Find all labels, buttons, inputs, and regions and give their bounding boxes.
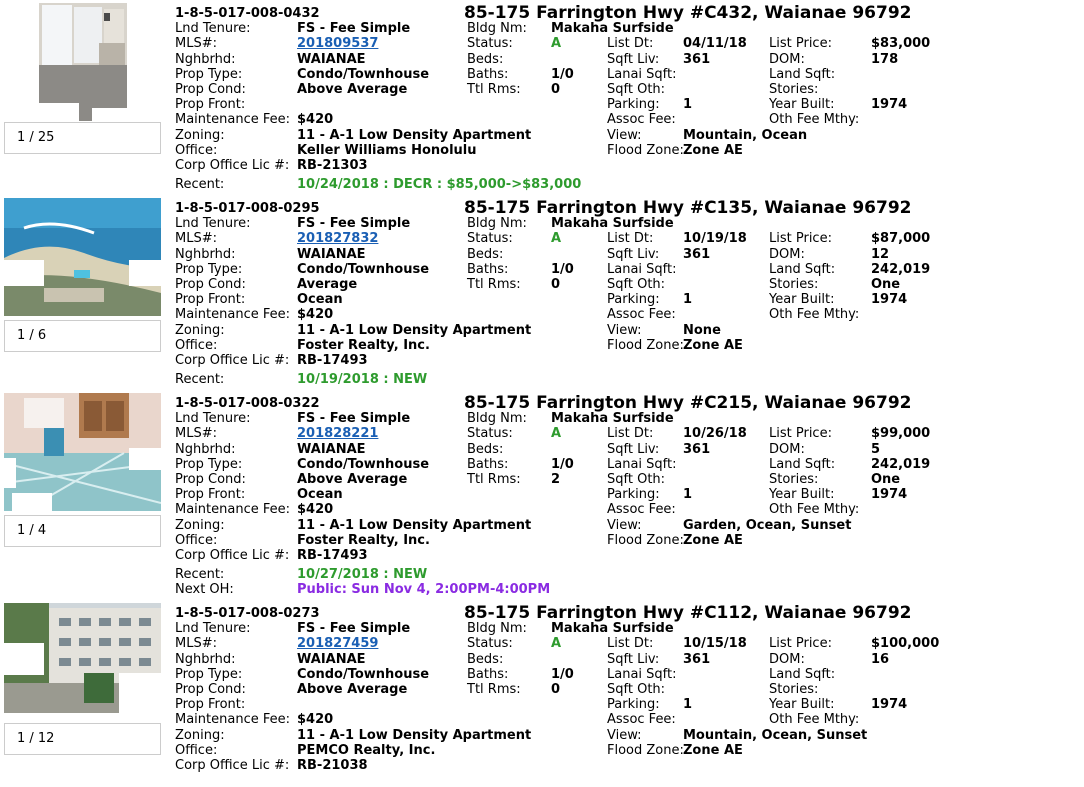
maint-fee-value: $420 xyxy=(297,502,334,518)
year-built-value: 1974 xyxy=(871,697,908,713)
flood-value: Zone AE xyxy=(683,142,743,158)
ttl-rms-value: 2 xyxy=(551,472,561,487)
sqft-liv-label: Sqft Liv: xyxy=(607,51,660,67)
list-price-label: List Price: xyxy=(769,231,832,247)
oth-fee-label: Oth Fee Mthy: xyxy=(769,712,860,728)
prop-type-label: Prop Type: xyxy=(175,456,243,472)
tenure-label: Lnd Tenure: xyxy=(175,621,251,637)
corp-lic-label: Corp Office Lic #: xyxy=(175,158,290,173)
nghbrhd-value: WAIANAE xyxy=(297,651,366,667)
dom-value: 178 xyxy=(871,51,899,67)
flood-label: Flood Zone: xyxy=(607,532,684,548)
prop-type-label: Prop Type: xyxy=(175,666,243,682)
dom-value: 16 xyxy=(871,651,890,667)
prop-front-value: Ocean xyxy=(297,487,343,503)
prop-cond-value: Above Average xyxy=(297,472,408,487)
listing-photo[interactable] xyxy=(4,393,161,511)
mls-link[interactable]: 201827459 xyxy=(297,636,379,652)
sqft-oth-label: Sqft Oth: xyxy=(607,82,666,97)
listing-photo[interactable] xyxy=(4,198,161,316)
view-label: View: xyxy=(607,517,642,533)
recent-label: Recent: xyxy=(175,567,225,583)
parking-label: Parking: xyxy=(607,697,660,713)
tenure-label: Lnd Tenure: xyxy=(175,411,251,427)
mls-link[interactable]: 201827832 xyxy=(297,231,379,247)
recent-value: 10/27/2018 : NEW xyxy=(297,567,428,583)
maint-fee-label: Maintenance Fee: xyxy=(175,712,290,728)
list-price-value: $87,000 xyxy=(871,231,931,247)
tmk-number: 1-8-5-017-008-0322 xyxy=(175,396,320,411)
beds-label: Beds: xyxy=(467,441,504,457)
photo-counter[interactable]: 1 / 4 xyxy=(4,515,161,547)
prop-cond-label: Prop Cond: xyxy=(175,82,246,97)
office-value: Foster Realty, Inc. xyxy=(297,532,430,548)
status-label: Status: xyxy=(467,231,513,247)
tmk-number: 1-8-5-017-008-0295 xyxy=(175,201,320,216)
year-built-label: Year Built: xyxy=(769,292,835,308)
zoning-label: Zoning: xyxy=(175,517,225,533)
listing-address: 85-175 Farrington Hwy #C432, Waianae 96792 xyxy=(464,3,912,23)
nghbrhd-label: Nghbrhd: xyxy=(175,246,236,262)
prop-type-value: Condo/Townhouse xyxy=(297,456,430,472)
flood-value: Zone AE xyxy=(683,532,743,548)
year-built-value: 1974 xyxy=(871,292,908,308)
mls-label: MLS#: xyxy=(175,36,217,52)
status-value: A xyxy=(551,231,562,247)
ttl-rms-label: Ttl Rms: xyxy=(467,472,521,487)
mls-label: MLS#: xyxy=(175,231,217,247)
office-label: Office: xyxy=(175,742,218,758)
parking-value: 1 xyxy=(683,697,693,713)
dom-value: 5 xyxy=(871,441,881,457)
zoning-label: Zoning: xyxy=(175,727,225,743)
recent-value: 10/24/2018 : DECR : $85,000->$83,000 xyxy=(297,177,582,193)
prop-type-label: Prop Type: xyxy=(175,261,243,277)
bldg-label: Bldg Nm: xyxy=(467,621,527,637)
prop-type-label: Prop Type: xyxy=(175,66,243,82)
flood-value: Zone AE xyxy=(683,337,743,353)
sqft-liv-value: 361 xyxy=(683,51,711,67)
prop-type-value: Condo/Townhouse xyxy=(297,666,430,682)
tmk-number: 1-8-5-017-008-0273 xyxy=(175,606,320,621)
list-dt-label: List Dt: xyxy=(607,231,654,247)
mls-label: MLS#: xyxy=(175,636,217,652)
ttl-rms-value: 0 xyxy=(551,82,561,97)
list-dt-label: List Dt: xyxy=(607,426,654,442)
dom-label: DOM: xyxy=(769,51,805,67)
listing-address: 85-175 Farrington Hwy #C135, Waianae 96792 xyxy=(464,198,912,218)
list-dt-value: 10/26/18 xyxy=(683,426,747,442)
sqft-oth-label: Sqft Oth: xyxy=(607,682,666,697)
prop-front-label: Prop Front: xyxy=(175,697,246,713)
status-label: Status: xyxy=(467,36,513,52)
prop-front-label: Prop Front: xyxy=(175,292,246,308)
corp-lic-value: RB-17493 xyxy=(297,548,368,563)
stories-label: Stories: xyxy=(769,82,819,97)
zoning-value: 11 - A-1 Low Density Apartment xyxy=(297,517,532,533)
corp-lic-label: Corp Office Lic #: xyxy=(175,758,290,773)
nghbrhd-value: WAIANAE xyxy=(297,246,366,262)
corp-lic-value: RB-17493 xyxy=(297,353,368,368)
parking-value: 1 xyxy=(683,97,693,113)
prop-front-label: Prop Front: xyxy=(175,487,246,503)
tenure-label: Lnd Tenure: xyxy=(175,21,251,37)
dom-label: DOM: xyxy=(769,441,805,457)
office-label: Office: xyxy=(175,142,218,158)
oth-fee-label: Oth Fee Mthy: xyxy=(769,502,860,518)
zoning-label: Zoning: xyxy=(175,127,225,143)
parking-label: Parking: xyxy=(607,292,660,308)
maint-fee-label: Maintenance Fee: xyxy=(175,112,290,128)
tenure-value: FS - Fee Simple xyxy=(297,21,411,37)
nghbrhd-label: Nghbrhd: xyxy=(175,651,236,667)
parking-label: Parking: xyxy=(607,487,660,503)
lanai-label: Lanai Sqft: xyxy=(607,66,677,82)
lanai-label: Lanai Sqft: xyxy=(607,666,677,682)
status-label: Status: xyxy=(467,426,513,442)
prop-cond-label: Prop Cond: xyxy=(175,277,246,292)
photo-counter[interactable]: 1 / 6 xyxy=(4,320,161,352)
year-built-value: 1974 xyxy=(871,487,908,503)
assoc-fee-label: Assoc Fee: xyxy=(607,502,676,518)
list-price-value: $99,000 xyxy=(871,426,931,442)
land-sqft-label: Land Sqft: xyxy=(769,66,836,82)
year-built-label: Year Built: xyxy=(769,697,835,713)
photo-counter[interactable]: 1 / 12 xyxy=(4,723,161,755)
oth-fee-label: Oth Fee Mthy: xyxy=(769,112,860,128)
prop-front-value: Ocean xyxy=(297,292,343,308)
sqft-liv-value: 361 xyxy=(683,651,711,667)
recent-value: 10/19/2018 : NEW xyxy=(297,372,428,388)
list-dt-value: 04/11/18 xyxy=(683,36,747,52)
assoc-fee-label: Assoc Fee: xyxy=(607,307,676,323)
view-value: Mountain, Ocean, Sunset xyxy=(683,727,868,743)
zoning-value: 11 - A-1 Low Density Apartment xyxy=(297,322,532,338)
lanai-label: Lanai Sqft: xyxy=(607,261,677,277)
tenure-value: FS - Fee Simple xyxy=(297,216,411,232)
prop-cond-value: Above Average xyxy=(297,82,408,97)
baths-label: Baths: xyxy=(467,666,509,682)
status-value: A xyxy=(551,636,562,652)
view-label: View: xyxy=(607,127,642,143)
land-sqft-label: Land Sqft: xyxy=(769,456,836,472)
sqft-oth-label: Sqft Oth: xyxy=(607,472,666,487)
tenure-label: Lnd Tenure: xyxy=(175,216,251,232)
office-value: PEMCO Realty, Inc. xyxy=(297,742,436,758)
stories-value: One xyxy=(871,277,901,292)
zoning-value: 11 - A-1 Low Density Apartment xyxy=(297,127,532,143)
list-dt-label: List Dt: xyxy=(607,636,654,652)
status-value: A xyxy=(551,426,562,442)
list-dt-label: List Dt: xyxy=(607,36,654,52)
view-label: View: xyxy=(607,322,642,338)
listing-address: 85-175 Farrington Hwy #C215, Waianae 96792 xyxy=(464,393,912,413)
sqft-liv-value: 361 xyxy=(683,246,711,262)
dom-label: DOM: xyxy=(769,651,805,667)
land-sqft-label: Land Sqft: xyxy=(769,261,836,277)
maint-fee-value: $420 xyxy=(297,712,334,728)
dom-label: DOM: xyxy=(769,246,805,262)
beds-label: Beds: xyxy=(467,246,504,262)
baths-value: 1/0 xyxy=(551,66,574,82)
baths-value: 1/0 xyxy=(551,666,574,682)
stories-label: Stories: xyxy=(769,682,819,697)
prop-cond-label: Prop Cond: xyxy=(175,682,246,697)
parking-label: Parking: xyxy=(607,97,660,113)
next-oh-value: Public: Sun Nov 4, 2:00PM-4:00PM xyxy=(297,582,551,598)
flood-value: Zone AE xyxy=(683,742,743,758)
sqft-liv-label: Sqft Liv: xyxy=(607,651,660,667)
status-value: A xyxy=(551,36,562,52)
dom-value: 12 xyxy=(871,246,890,262)
stories-label: Stories: xyxy=(769,277,819,292)
list-price-value: $83,000 xyxy=(871,36,931,52)
prop-cond-value: Above Average xyxy=(297,682,408,697)
corp-lic-value: RB-21038 xyxy=(297,758,368,773)
mls-link[interactable]: 201809537 xyxy=(297,36,379,52)
ttl-rms-value: 0 xyxy=(551,682,561,697)
maint-fee-label: Maintenance Fee: xyxy=(175,502,290,518)
bldg-label: Bldg Nm: xyxy=(467,21,527,37)
maint-fee-value: $420 xyxy=(297,112,334,128)
listing-photo[interactable] xyxy=(4,3,161,121)
land-sqft-value: 242,019 xyxy=(871,456,931,472)
corp-lic-value: RB-21303 xyxy=(297,158,368,173)
mls-label: MLS#: xyxy=(175,426,217,442)
list-dt-value: 10/19/18 xyxy=(683,231,747,247)
bldg-label: Bldg Nm: xyxy=(467,216,527,232)
ttl-rms-label: Ttl Rms: xyxy=(467,82,521,97)
sqft-liv-label: Sqft Liv: xyxy=(607,441,660,457)
list-dt-value: 10/15/18 xyxy=(683,636,747,652)
sqft-oth-label: Sqft Oth: xyxy=(607,277,666,292)
corp-lic-label: Corp Office Lic #: xyxy=(175,548,290,563)
beds-label: Beds: xyxy=(467,51,504,67)
prop-type-value: Condo/Townhouse xyxy=(297,66,430,82)
sqft-liv-value: 361 xyxy=(683,441,711,457)
tenure-value: FS - Fee Simple xyxy=(297,411,411,427)
sqft-liv-label: Sqft Liv: xyxy=(607,246,660,262)
recent-label: Recent: xyxy=(175,372,225,388)
nghbrhd-value: WAIANAE xyxy=(297,441,366,457)
tmk-number: 1-8-5-017-008-0432 xyxy=(175,6,320,21)
nghbrhd-value: WAIANAE xyxy=(297,51,366,67)
list-price-label: List Price: xyxy=(769,636,832,652)
oth-fee-label: Oth Fee Mthy: xyxy=(769,307,860,323)
photo-counter[interactable]: 1 / 25 xyxy=(4,122,161,154)
ttl-rms-label: Ttl Rms: xyxy=(467,277,521,292)
flood-label: Flood Zone: xyxy=(607,142,684,158)
assoc-fee-label: Assoc Fee: xyxy=(607,112,676,128)
status-label: Status: xyxy=(467,636,513,652)
ttl-rms-value: 0 xyxy=(551,277,561,292)
land-sqft-label: Land Sqft: xyxy=(769,666,836,682)
parking-value: 1 xyxy=(683,487,693,503)
bldg-value: Makaha Surfside xyxy=(551,21,674,37)
prop-front-label: Prop Front: xyxy=(175,97,246,113)
zoning-label: Zoning: xyxy=(175,322,225,338)
prop-type-value: Condo/Townhouse xyxy=(297,261,430,277)
baths-value: 1/0 xyxy=(551,261,574,277)
office-value: Foster Realty, Inc. xyxy=(297,337,430,353)
land-sqft-value: 242,019 xyxy=(871,261,931,277)
view-value: Mountain, Ocean xyxy=(683,127,808,143)
listing-photo[interactable] xyxy=(4,603,161,713)
bldg-value: Makaha Surfside xyxy=(551,621,674,637)
bldg-value: Makaha Surfside xyxy=(551,216,674,232)
baths-label: Baths: xyxy=(467,66,509,82)
maint-fee-value: $420 xyxy=(297,307,334,323)
list-price-label: List Price: xyxy=(769,426,832,442)
corp-lic-label: Corp Office Lic #: xyxy=(175,353,290,368)
tenure-value: FS - Fee Simple xyxy=(297,621,411,637)
list-price-label: List Price: xyxy=(769,36,832,52)
ttl-rms-label: Ttl Rms: xyxy=(467,682,521,697)
baths-label: Baths: xyxy=(467,261,509,277)
maint-fee-label: Maintenance Fee: xyxy=(175,307,290,323)
next-oh-label: Next OH: xyxy=(175,582,234,598)
baths-value: 1/0 xyxy=(551,456,574,472)
nghbrhd-label: Nghbrhd: xyxy=(175,51,236,67)
office-label: Office: xyxy=(175,337,218,353)
year-built-label: Year Built: xyxy=(769,487,835,503)
lanai-label: Lanai Sqft: xyxy=(607,456,677,472)
stories-label: Stories: xyxy=(769,472,819,487)
recent-label: Recent: xyxy=(175,177,225,193)
office-label: Office: xyxy=(175,532,218,548)
nghbrhd-label: Nghbrhd: xyxy=(175,441,236,457)
assoc-fee-label: Assoc Fee: xyxy=(607,712,676,728)
stories-value: One xyxy=(871,472,901,487)
flood-label: Flood Zone: xyxy=(607,337,684,353)
prop-cond-label: Prop Cond: xyxy=(175,472,246,487)
beds-label: Beds: xyxy=(467,651,504,667)
office-value: Keller Williams Honolulu xyxy=(297,142,477,158)
list-price-value: $100,000 xyxy=(871,636,940,652)
bldg-label: Bldg Nm: xyxy=(467,411,527,427)
year-built-value: 1974 xyxy=(871,97,908,113)
bldg-value: Makaha Surfside xyxy=(551,411,674,427)
mls-link[interactable]: 201828221 xyxy=(297,426,379,442)
zoning-value: 11 - A-1 Low Density Apartment xyxy=(297,727,532,743)
baths-label: Baths: xyxy=(467,456,509,472)
parking-value: 1 xyxy=(683,292,693,308)
listing-address: 85-175 Farrington Hwy #C112, Waianae 96792 xyxy=(464,603,912,623)
year-built-label: Year Built: xyxy=(769,97,835,113)
view-label: View: xyxy=(607,727,642,743)
prop-cond-value: Average xyxy=(297,277,358,292)
view-value: Garden, Ocean, Sunset xyxy=(683,517,852,533)
flood-label: Flood Zone: xyxy=(607,742,684,758)
view-value: None xyxy=(683,322,721,338)
